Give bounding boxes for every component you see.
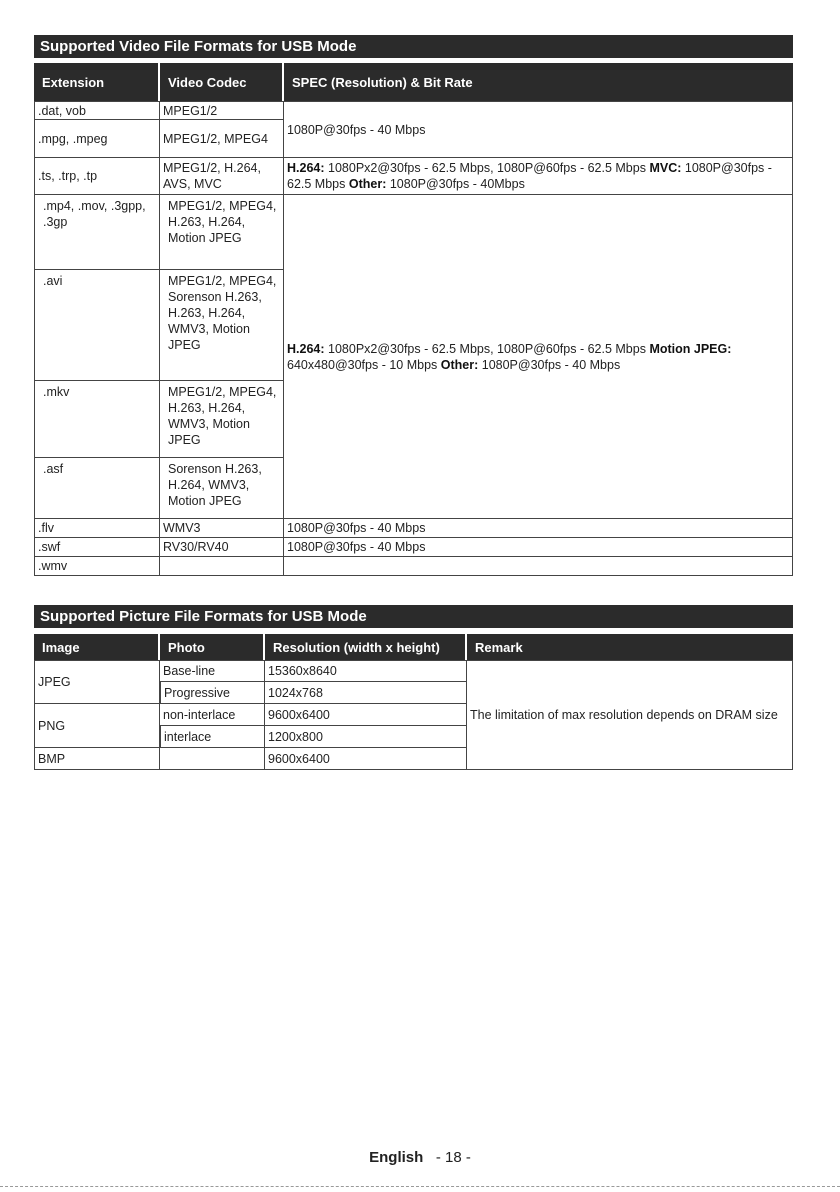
header-video-codec: Video Codec [160, 63, 284, 101]
cell-extension: .swf [34, 538, 160, 557]
cell-extension: .wmv [34, 557, 160, 576]
label-other: Other: [348, 177, 387, 191]
cell-extension: .mkv [34, 381, 160, 458]
cell-codec: WMV3 [160, 519, 284, 538]
cell-photo: Progressive [160, 682, 265, 704]
table-row [34, 557, 793, 576]
cell-codec [160, 557, 284, 576]
video-section-title: Supported Video File Formats for USB Mode [34, 35, 793, 58]
cell-spec [284, 195, 793, 519]
cell-codec: MPEG1/2, MPEG4, H.263, H.264, Motion JPEG [160, 195, 284, 270]
cell-photo: non-interlace [160, 704, 265, 726]
cell-resolution: 15360x8640 [265, 660, 467, 682]
header-spec: SPEC (Resolution) & Bit Rate [284, 63, 793, 101]
cell-remark: The limitation of max resolution depends on DRAM size [467, 660, 793, 770]
page-number: - 18 - [435, 1149, 471, 1166]
header-photo: Photo [160, 634, 265, 660]
spec-mvc: 1080P@30fps - 62.5 Mbps [287, 161, 772, 191]
cell-resolution: 9600x6400 [265, 704, 467, 726]
cell-spec: 1080P@30fps - 40 Mbps [284, 538, 793, 557]
label-other: Other: [440, 357, 479, 372]
cell-extension: .mpg, .mpeg [34, 120, 160, 158]
cell-photo [160, 748, 265, 770]
spec-other: 1080P@30fps - 40Mbps [389, 177, 525, 191]
cell-extension: .ts, .trp, .tp [34, 158, 160, 195]
cell-spec [284, 158, 793, 195]
spec-h264: 1080Px2@30fps - 62.5 Mbps, 1080P@60fps - 62.5 Mbps [328, 341, 646, 356]
cell-spec: 1080P@30fps - 40 Mbps [284, 519, 793, 538]
page-edge-divider [0, 1186, 840, 1187]
cell-extension: .asf [34, 458, 160, 519]
label-h264: H.264: [287, 341, 325, 356]
cell-extension: .dat, vob [34, 101, 160, 120]
video-formats-table [34, 63, 793, 576]
cell-image: JPEG [34, 660, 160, 704]
cell-image: PNG [34, 704, 160, 748]
table-row [34, 519, 793, 538]
table-row [34, 101, 793, 120]
cell-codec: RV30/RV40 [160, 538, 284, 557]
spec-other: 1080P@30fps - 40 Mbps [481, 357, 621, 372]
header-image: Image [34, 634, 160, 660]
cell-extension: .flv [34, 519, 160, 538]
picture-formats-table [34, 634, 793, 770]
cell-codec: MPEG1/2 [160, 101, 284, 120]
cell-codec: MPEG1/2, MPEG4, Sorenson H.263, H.263, H.264, WMV3, Motion JPEG [160, 270, 284, 381]
label-h264: H.264: [287, 161, 325, 175]
table-row [34, 195, 793, 270]
label-mvc: MVC: [649, 161, 682, 175]
table-row [34, 660, 793, 682]
cell-resolution: 1024x768 [265, 682, 467, 704]
cell-codec: MPEG1/2, MPEG4 [160, 120, 284, 158]
cell-resolution: 1200x800 [265, 726, 467, 748]
cell-spec [284, 557, 793, 576]
spec-motion-jpeg: 640x480@30fps - 10 Mbps [287, 357, 438, 372]
header-remark: Remark [467, 634, 793, 660]
spec-h264: 1080Px2@30fps - 62.5 Mbps, 1080P@60fps - 62.5 Mbps [328, 161, 646, 175]
cell-extension: .mp4, .mov, .3gpp, .3gp [34, 195, 160, 270]
cell-codec: MPEG1/2, H.264, AVS, MVC [160, 158, 284, 195]
cell-photo: Base-line [160, 660, 265, 682]
table-row [34, 538, 793, 557]
picture-section-title: Supported Picture File Formats for USB Mode [34, 605, 793, 628]
header-extension: Extension [34, 63, 160, 101]
cell-spec: 1080P@30fps - 40 Mbps [284, 101, 793, 158]
cell-codec: Sorenson H.263, H.264, WMV3, Motion JPEG [160, 458, 284, 519]
footer-language: English [369, 1149, 424, 1166]
page-footer [0, 1149, 840, 1166]
label-motion-jpeg: Motion JPEG: [649, 341, 732, 356]
cell-resolution: 9600x6400 [265, 748, 467, 770]
header-resolution: Resolution (width x height) [265, 634, 467, 660]
cell-extension: .avi [34, 270, 160, 381]
table-row [34, 158, 793, 195]
cell-photo: interlace [160, 726, 265, 748]
cell-image: BMP [34, 748, 160, 770]
cell-codec: MPEG1/2, MPEG4, H.263, H.264, WMV3, Motion JPEG [160, 381, 284, 458]
